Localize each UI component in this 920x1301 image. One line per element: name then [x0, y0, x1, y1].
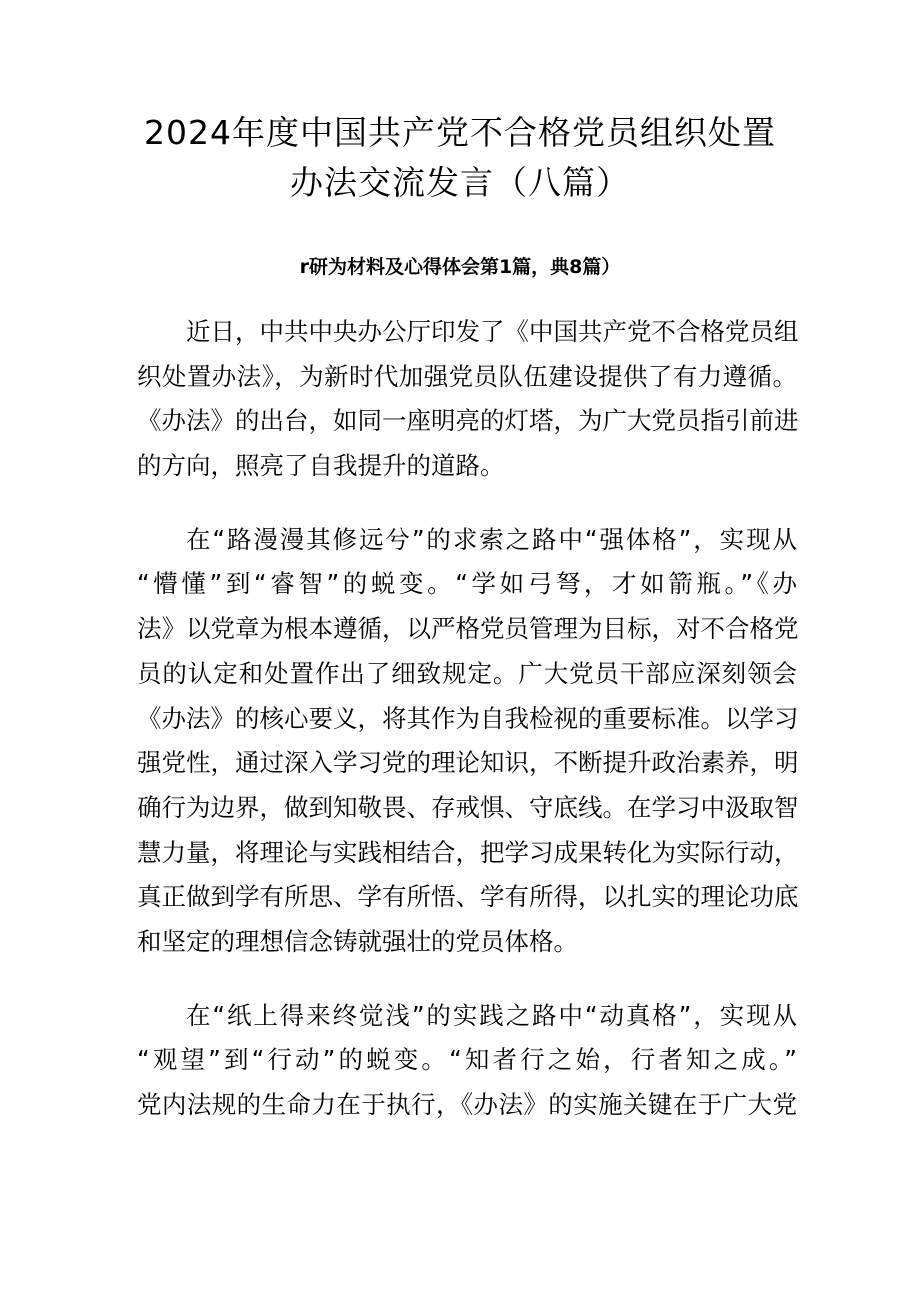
paragraph-line: 法》以党章为根本遵循，以严格党员管理为目标，对不合格党	[137, 614, 799, 644]
paragraph-line: “懵懂”到“睿智”的蜕变。“学如弓弩，才如箭瓶。”《办	[137, 569, 797, 599]
paragraph-line: 真正做到学有所思、学有所悟、学有所得，以扎实的理论功底	[137, 882, 799, 912]
document-title	[60, 108, 860, 208]
document-subtitle: r研为材料及心得体会第1篇，典8篇）	[299, 256, 621, 278]
paragraph-2	[137, 518, 797, 965]
paragraph-line: 的方向，照亮了自我提升的道路。	[137, 451, 505, 481]
paragraph-1	[137, 310, 797, 489]
paragraph-line: 近日，中共中央办公厅印发了《中国共产党不合格党员组	[186, 317, 799, 346]
paragraph-line: 员的认定和处置作出了细致规定。广大党员干部应深刻领会	[137, 658, 797, 688]
paragraph-line: 《办法》的出台，如同一座明亮的灯塔，为广大党员指引前进	[137, 406, 799, 436]
paragraph-line: 织处置办法》，为新时代加强党员队伍建设提供了有力遵循。	[137, 361, 797, 391]
paragraph-line: 在“纸上得来终觉浅”的实践之路中“动真格”，实现从	[186, 1000, 797, 1030]
paragraph-line: 在“路漫漫其修远兮”的求索之路中“强体格”，实现从	[186, 524, 797, 554]
paragraph-3	[137, 994, 797, 1128]
paragraph-line: 慧力量，将理论与实践相结合，把学习成果转化为实际行动，	[137, 837, 799, 867]
document-body	[137, 310, 797, 1157]
paragraph-line: “观望”到“行动”的蜕变。“知者行之始，行者知之成。”	[137, 1045, 797, 1075]
paragraph-line: 强党性，通过深入学习党的理论知识，不断提升政治素养，明	[137, 748, 799, 778]
paragraph-line: 和坚定的理想信念铸就强壮的党员体格。	[137, 926, 578, 956]
paragraph-line: 党内法规的生命力在于执行，《办法》的实施关键在于广大党	[137, 1090, 797, 1119]
paragraph-line: 《办法》的核心要义，将其作为自我检视的重要标准。以学习	[137, 703, 799, 733]
title-line-2: 办法交流发言（八篇）	[290, 163, 630, 202]
paragraph-line: 确行为边界，做到知敬畏、存戒惧、守底线。在学习中汲取智	[137, 792, 799, 822]
title-line-1: 2024年度中国共产党不合格党员组织处置	[144, 113, 776, 152]
